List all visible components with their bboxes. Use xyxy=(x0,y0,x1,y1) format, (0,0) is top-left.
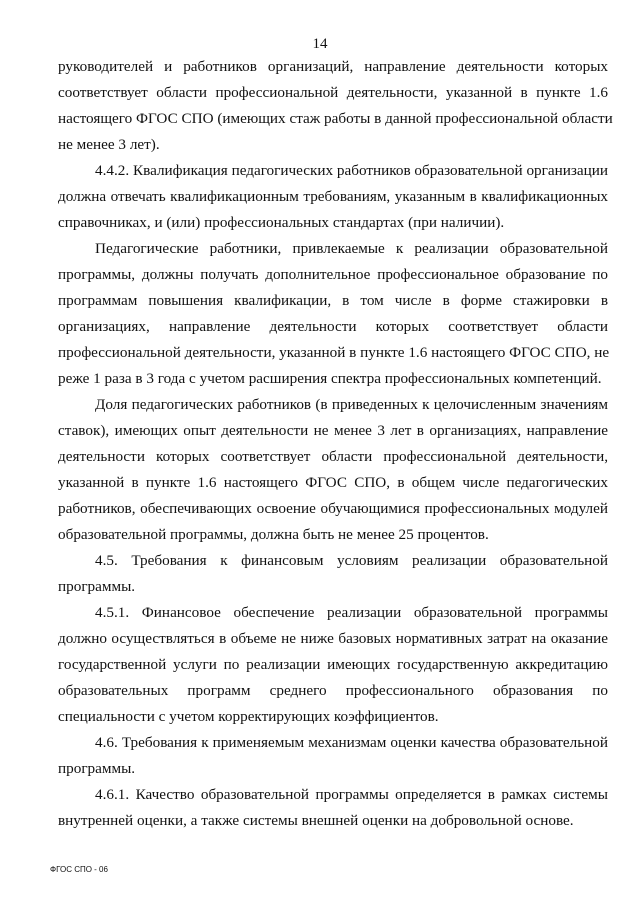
paragraph xyxy=(58,158,608,236)
page-number: 14 xyxy=(312,36,328,52)
paragraph xyxy=(58,782,608,834)
paragraph xyxy=(58,548,608,600)
text-line: должна отвечать квалификационным требованиям, указанным в квалификационных xyxy=(58,188,608,205)
page-footer: ФГОС СПО - 06 xyxy=(50,865,108,874)
body-text xyxy=(58,54,613,834)
text-line: настоящего ФГОС СПО (имеющих стаж работы в данной профессиональной области xyxy=(58,110,613,127)
text-line: программам повышения квалификации, в том числе в форме стажировки в xyxy=(58,292,608,309)
text-line: специальности с учетом корректирующих коэффициентов. xyxy=(58,708,439,725)
paragraph xyxy=(58,600,608,730)
text-line: Педагогические работники, привлекаемые к реализации образовательной xyxy=(95,240,608,257)
text-line: государственной услуги по реализации имеющих государственную аккредитацию xyxy=(58,656,608,673)
text-line: справочниках, и (или) профессиональных стандартах (при наличии). xyxy=(58,214,505,231)
text-line: реже 1 раза в 3 года с учетом расширения спектра профессиональных компетенций. xyxy=(58,370,602,387)
text-line: 4.6.1. Качество образовательной программы определяется в рамках системы xyxy=(95,786,608,803)
paragraph xyxy=(58,236,608,392)
paragraph xyxy=(58,54,613,158)
text-line: 4.5. Требования к финансовым условиям реализации образовательной xyxy=(95,552,608,569)
text-line: организациях, направление деятельности которых соответствует области xyxy=(58,318,608,335)
text-line: образовательной программы, должна быть не менее 25 процентов. xyxy=(58,526,489,543)
text-line: указанной в пункте 1.6 настоящего ФГОС СПО, в общем числе педагогических xyxy=(58,474,608,491)
text-line: должно осуществляться в объеме не ниже базовых нормативных затрат на оказание xyxy=(58,630,608,647)
text-line: 4.5.1. Финансовое обеспечение реализации образовательной программы xyxy=(95,604,608,621)
text-line: ставок), имеющих опыт деятельности не менее 3 лет в организациях, направление xyxy=(58,422,608,439)
text-line: 4.4.2. Квалификация педагогических работников образовательной организации xyxy=(95,162,608,179)
text-line: программы. xyxy=(58,760,136,777)
text-line: внутренней оценки, а также системы внешней оценки на добровольной основе. xyxy=(58,812,574,829)
text-line: не менее 3 лет). xyxy=(58,136,160,153)
text-line: деятельности которых соответствует области профессиональной деятельности, xyxy=(58,448,608,465)
text-line: Доля педагогических работников (в приведенных к целочисленным значениям xyxy=(95,396,608,413)
text-line: программы, должны получать дополнительное профессиональное образование по xyxy=(58,266,608,283)
text-line: программы. xyxy=(58,578,136,595)
paragraph xyxy=(58,392,608,548)
text-line: 4.6. Требования к применяемым механизмам оценки качества образовательной xyxy=(95,734,608,751)
text-line: профессиональной деятельности, указанной в пункте 1.6 настоящего ФГОС СПО, не xyxy=(58,344,610,361)
text-line: соответствует области профессиональной деятельности, указанной в пункте 1.6 xyxy=(58,84,608,101)
paragraph xyxy=(58,730,608,782)
text-line: работников, обеспечивающих освоение обучающимися профессиональных модулей xyxy=(58,500,608,517)
text-line: образовательных программ среднего профессионального образования по xyxy=(58,682,608,699)
text-line: руководителей и работников организаций, направление деятельности которых xyxy=(58,58,608,75)
